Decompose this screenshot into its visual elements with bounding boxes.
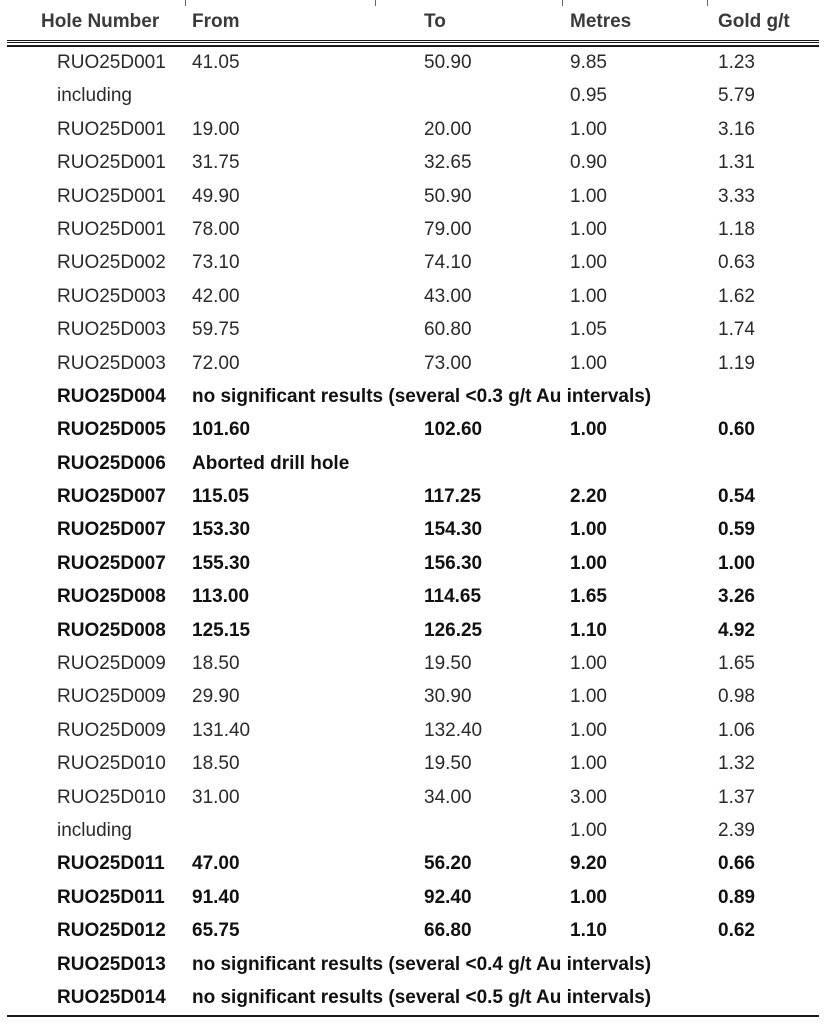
cell-from: 73.10 bbox=[192, 252, 240, 274]
cell-metres: 1.00 bbox=[570, 185, 607, 207]
cell-to: 34.00 bbox=[424, 786, 472, 808]
cell-gold: 4.92 bbox=[718, 619, 755, 641]
cell-metres: 2.20 bbox=[570, 486, 607, 508]
cell-hole-number: RUO25D003 bbox=[57, 319, 166, 341]
cell-from: 131.40 bbox=[192, 719, 251, 741]
cell-hole-number: RUO25D006 bbox=[57, 452, 166, 474]
cell-hole-number: RUO25D003 bbox=[57, 285, 166, 307]
cell-hole-number: RUO25D007 bbox=[57, 486, 166, 508]
cell-from: 29.90 bbox=[192, 686, 240, 708]
table-row bbox=[7, 213, 819, 246]
cell-to: 66.80 bbox=[424, 920, 472, 942]
table-header bbox=[7, 0, 819, 43]
cell-gold: 0.62 bbox=[718, 920, 755, 942]
cell-from: 125.15 bbox=[192, 619, 251, 641]
cell-gold: 0.60 bbox=[718, 419, 755, 441]
cell-hole-number: RUO25D013 bbox=[57, 953, 166, 975]
cell-metres: 1.10 bbox=[570, 619, 607, 641]
cell-metres: 9.85 bbox=[570, 52, 607, 73]
table-row bbox=[7, 413, 819, 446]
cell-to: 154.30 bbox=[424, 519, 483, 541]
cell-from: 18.50 bbox=[192, 653, 240, 675]
cell-to: 56.20 bbox=[424, 853, 472, 875]
cell-from: 19.00 bbox=[192, 118, 240, 140]
cell-to: 30.90 bbox=[424, 686, 472, 708]
table-row bbox=[7, 647, 819, 680]
cell-gold: 5.79 bbox=[718, 85, 755, 107]
drill-results-table bbox=[7, 0, 819, 1008]
cell-metres: 1.65 bbox=[570, 586, 607, 608]
cell-metres: 1.00 bbox=[570, 519, 607, 541]
cell-to: 50.90 bbox=[424, 52, 472, 73]
cell-metres: 9.20 bbox=[570, 853, 607, 875]
cell-to: 117.25 bbox=[424, 486, 482, 508]
cell-metres: 0.90 bbox=[570, 152, 607, 174]
cell-gold: 1.19 bbox=[718, 352, 755, 374]
cell-gold: 0.66 bbox=[718, 853, 755, 875]
cell-gold: 1.23 bbox=[718, 52, 755, 73]
cell-from: 18.50 bbox=[192, 753, 240, 775]
column-divider bbox=[707, 0, 708, 6]
cell-hole-number: RUO25D009 bbox=[57, 653, 166, 675]
cell-gold: 1.06 bbox=[718, 719, 755, 741]
cell-gold: 0.59 bbox=[718, 519, 755, 541]
cell-to: 43.00 bbox=[424, 285, 472, 307]
table-body bbox=[7, 46, 819, 1014]
cell-hole-number: RUO25D014 bbox=[57, 986, 166, 1008]
cell-hole-number: RUO25D004 bbox=[57, 385, 166, 407]
cell-metres: 1.00 bbox=[570, 252, 607, 274]
cell-from: 47.00 bbox=[192, 853, 240, 875]
table-row bbox=[7, 46, 819, 79]
cell-from: 72.00 bbox=[192, 352, 240, 374]
cell-to: 126.25 bbox=[424, 619, 483, 641]
cell-gold: 1.65 bbox=[718, 653, 755, 675]
cell-hole-number: RUO25D003 bbox=[57, 352, 166, 374]
cell-note: Aborted drill hole bbox=[192, 452, 350, 474]
cell-hole-number: RUO25D007 bbox=[57, 552, 166, 574]
cell-hole-number: including bbox=[57, 819, 132, 841]
cell-gold: 1.74 bbox=[718, 319, 755, 341]
cell-metres: 1.05 bbox=[570, 319, 607, 341]
header-gold: Gold g/t bbox=[718, 11, 790, 32]
cell-gold: 2.39 bbox=[718, 819, 755, 841]
cell-from: 113.00 bbox=[192, 586, 250, 608]
table-row bbox=[7, 447, 819, 480]
cell-metres: 1.00 bbox=[570, 653, 607, 675]
cell-gold: 1.37 bbox=[718, 786, 755, 808]
table-row bbox=[7, 680, 819, 713]
cell-hole-number: RUO25D001 bbox=[57, 218, 166, 240]
table-row bbox=[7, 814, 819, 847]
table-row bbox=[7, 113, 819, 146]
cell-to: 73.00 bbox=[424, 352, 472, 374]
table-row bbox=[7, 714, 819, 747]
table-row bbox=[7, 79, 819, 112]
table-row bbox=[7, 881, 819, 914]
cell-from: 65.75 bbox=[192, 920, 240, 942]
table-row bbox=[7, 914, 819, 947]
cell-metres: 1.00 bbox=[570, 552, 607, 574]
cell-to: 79.00 bbox=[424, 218, 472, 240]
cell-to: 32.65 bbox=[424, 152, 472, 174]
cell-to: 132.40 bbox=[424, 719, 483, 741]
cell-to: 50.90 bbox=[424, 185, 472, 207]
cell-from: 153.30 bbox=[192, 519, 251, 541]
table-row bbox=[7, 280, 819, 313]
cell-from: 31.00 bbox=[192, 786, 240, 808]
table-row bbox=[7, 246, 819, 279]
cell-hole-number: RUO25D010 bbox=[57, 753, 166, 775]
cell-hole-number: RUO25D001 bbox=[57, 185, 166, 207]
cell-from: 59.75 bbox=[192, 319, 240, 341]
table-row bbox=[7, 614, 819, 647]
cell-hole-number: RUO25D009 bbox=[57, 686, 166, 708]
cell-gold: 0.89 bbox=[718, 886, 755, 908]
column-divider bbox=[562, 0, 563, 6]
cell-metres: 1.00 bbox=[570, 352, 607, 374]
cell-note: no significant results (several <0.3 g/t Au intervals) bbox=[192, 385, 652, 407]
cell-metres: 1.00 bbox=[570, 218, 607, 240]
cell-from: 42.00 bbox=[192, 285, 240, 307]
cell-from: 41.05 bbox=[192, 52, 240, 73]
cell-gold: 1.18 bbox=[718, 218, 755, 240]
cell-hole-number: RUO25D012 bbox=[57, 920, 166, 942]
cell-gold: 0.63 bbox=[718, 252, 755, 274]
header-metres: Metres bbox=[570, 11, 632, 32]
cell-gold: 3.16 bbox=[718, 118, 755, 140]
cell-hole-number: RUO25D001 bbox=[57, 118, 166, 140]
table-row bbox=[7, 948, 819, 981]
cell-to: 20.00 bbox=[424, 118, 472, 140]
table-row bbox=[7, 847, 819, 880]
cell-hole-number: RUO25D011 bbox=[57, 853, 165, 875]
table-row bbox=[7, 146, 819, 179]
table-row bbox=[7, 781, 819, 814]
cell-gold: 1.00 bbox=[718, 552, 755, 574]
table-row bbox=[7, 513, 819, 546]
cell-from: 49.90 bbox=[192, 185, 240, 207]
table-row bbox=[7, 480, 819, 513]
cell-hole-number: RUO25D001 bbox=[57, 52, 166, 73]
cell-from: 101.60 bbox=[192, 419, 251, 441]
cell-hole-number: RUO25D001 bbox=[57, 152, 166, 174]
cell-hole-number: RUO25D002 bbox=[57, 252, 166, 274]
cell-metres: 1.00 bbox=[570, 686, 607, 708]
cell-gold: 1.31 bbox=[718, 152, 755, 174]
cell-from: 91.40 bbox=[192, 886, 240, 908]
table-row bbox=[7, 380, 819, 413]
cell-gold: 0.98 bbox=[718, 686, 755, 708]
cell-metres: 1.00 bbox=[570, 819, 607, 841]
table-bottom-rule bbox=[7, 1015, 819, 1017]
cell-hole-number: RUO25D009 bbox=[57, 719, 166, 741]
column-divider bbox=[375, 0, 376, 6]
cell-hole-number: including bbox=[57, 85, 132, 107]
cell-to: 156.30 bbox=[424, 552, 483, 574]
header-to: To bbox=[424, 11, 446, 32]
cell-hole-number: RUO25D008 bbox=[57, 586, 166, 608]
cell-metres: 3.00 bbox=[570, 786, 607, 808]
cell-to: 102.60 bbox=[424, 419, 483, 441]
table-row bbox=[7, 547, 819, 580]
cell-metres: 1.00 bbox=[570, 285, 607, 307]
cell-from: 115.05 bbox=[192, 486, 250, 508]
cell-gold: 3.33 bbox=[718, 185, 755, 207]
cell-hole-number: RUO25D007 bbox=[57, 519, 166, 541]
cell-metres: 1.00 bbox=[570, 719, 607, 741]
header-from: From bbox=[192, 11, 240, 32]
column-divider bbox=[185, 0, 186, 6]
cell-from: 155.30 bbox=[192, 552, 251, 574]
cell-gold: 1.32 bbox=[718, 753, 755, 775]
cell-to: 114.65 bbox=[424, 586, 482, 608]
cell-from: 78.00 bbox=[192, 218, 240, 240]
cell-metres: 0.95 bbox=[570, 85, 607, 107]
table-row bbox=[7, 580, 819, 613]
cell-from: 31.75 bbox=[192, 152, 240, 174]
table-row bbox=[7, 180, 819, 213]
cell-note: no significant results (several <0.5 g/t Au intervals) bbox=[192, 986, 652, 1008]
cell-gold: 3.26 bbox=[718, 586, 755, 608]
cell-hole-number: RUO25D011 bbox=[57, 886, 165, 908]
cell-gold: 1.62 bbox=[718, 285, 755, 307]
cell-hole-number: RUO25D010 bbox=[57, 786, 166, 808]
table-row bbox=[7, 747, 819, 780]
header-hole-number: Hole Number bbox=[41, 11, 160, 32]
cell-gold: 0.54 bbox=[718, 486, 755, 508]
cell-hole-number: RUO25D008 bbox=[57, 619, 166, 641]
cell-to: 19.50 bbox=[424, 753, 472, 775]
cell-metres: 1.00 bbox=[570, 419, 607, 441]
table-row bbox=[7, 981, 819, 1014]
cell-to: 19.50 bbox=[424, 653, 472, 675]
table-row bbox=[7, 313, 819, 346]
table-row bbox=[7, 347, 819, 380]
cell-to: 92.40 bbox=[424, 886, 472, 908]
cell-to: 60.80 bbox=[424, 319, 472, 341]
cell-metres: 1.00 bbox=[570, 753, 607, 775]
cell-note: no significant results (several <0.4 g/t Au intervals) bbox=[192, 953, 652, 975]
cell-metres: 1.00 bbox=[570, 118, 607, 140]
cell-to: 74.10 bbox=[424, 252, 472, 274]
cell-metres: 1.00 bbox=[570, 886, 607, 908]
cell-hole-number: RUO25D005 bbox=[57, 419, 166, 441]
cell-metres: 1.10 bbox=[570, 920, 607, 942]
